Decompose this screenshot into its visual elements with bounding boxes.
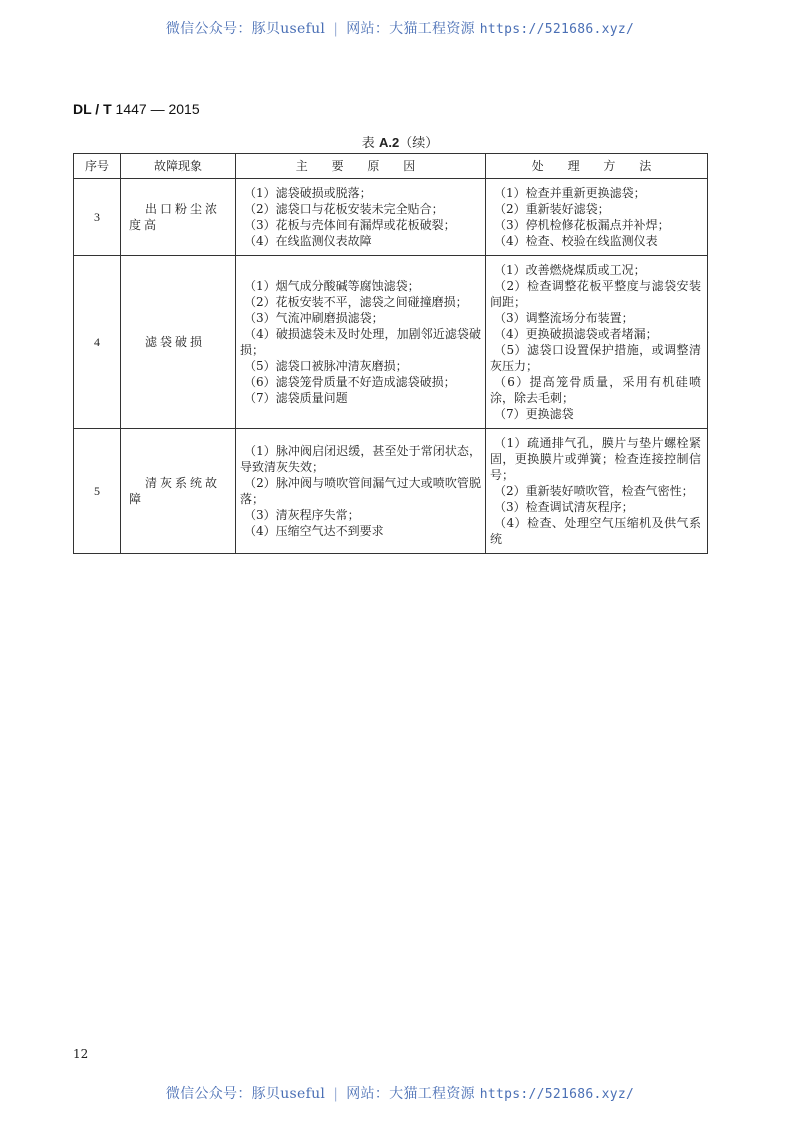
- cause-item: （3）花板与壳体间有漏焊或花板破裂；: [244, 218, 456, 232]
- cause-item: （4）破损滤袋未及时处理，加剧邻近滤袋破损；: [240, 327, 481, 357]
- treatment-methods: [486, 256, 708, 429]
- doc-code-prefix: DL / T: [73, 101, 112, 117]
- method-item: （1）检查并重新更换滤袋；: [494, 186, 646, 200]
- table-title: [0, 132, 800, 151]
- header-no: 序号: [74, 154, 121, 179]
- watermark-site: 网站：大猫工程资源: [346, 1086, 475, 1102]
- method-item: （2）重新装好滤袋；: [494, 202, 610, 216]
- method-item: （2）重新装好喷吹管，检查气密性；: [494, 484, 694, 498]
- method-item: （3）停机检修花板漏点并补焊；: [494, 218, 670, 232]
- doc-code-number: 1447 — 2015: [115, 101, 200, 117]
- fault-phenomenon: [121, 256, 236, 429]
- treatment-methods: [486, 179, 708, 256]
- row-number: 4: [74, 256, 121, 429]
- main-causes: [236, 179, 486, 256]
- cause-item: （5）滤袋口被脉冲清灰磨损；: [244, 359, 408, 373]
- treatment-methods: [486, 429, 708, 554]
- phenomenon-text: 滤袋破损: [145, 335, 206, 349]
- cause-item: （2）滤袋口与花板安装未完全贴合；: [244, 202, 444, 216]
- method-item: （3）检查调试清灰程序；: [494, 500, 634, 514]
- watermark-bottom: [0, 1083, 800, 1103]
- cause-item: （1）滤袋破损或脱落；: [244, 186, 372, 200]
- fault-phenomenon: [121, 179, 236, 256]
- cause-item: （1）烟气成分酸碱等腐蚀滤袋；: [244, 279, 420, 293]
- header-causes: 主 要 原 因: [236, 154, 486, 179]
- cause-item: （6）滤袋笼骨质量不好造成滤袋破损；: [244, 375, 456, 389]
- document-code: [73, 101, 200, 117]
- watermark-url[interactable]: https://521686.xyz/: [479, 22, 635, 37]
- watermark-url[interactable]: https://521686.xyz/: [479, 1087, 635, 1102]
- cause-item: （4）压缩空气达不到要求: [244, 524, 384, 538]
- table-title-suffix: （续）: [399, 136, 439, 151]
- fault-phenomenon: [121, 429, 236, 554]
- header-phenomenon: 故障现象: [121, 154, 236, 179]
- main-causes: [236, 429, 486, 554]
- method-item: （1）改善燃烧煤质或工况；: [494, 263, 646, 277]
- watermark-wechat: 微信公众号：豚贝useful: [165, 1086, 326, 1102]
- cause-item: （2）花板安装不平，滤袋之间碰撞磨损；: [244, 295, 468, 309]
- cause-item: （2）脉冲阀与喷吹管间漏气过大或喷吹管脱落；: [240, 476, 481, 506]
- table-header-row: [74, 154, 708, 179]
- table-row: [74, 429, 708, 554]
- watermark-top: [0, 18, 800, 38]
- method-item: （6）提高笼骨质量，采用有机硅喷涂，除去毛刺；: [490, 375, 701, 405]
- method-item: （7）更换滤袋: [494, 407, 574, 421]
- watermark-wechat: 微信公众号：豚贝useful: [165, 21, 326, 37]
- method-item: （2）检查调整花板平整度与滤袋安装间距；: [490, 279, 701, 309]
- cause-item: （7）滤袋质量问题: [244, 391, 348, 405]
- method-item: （5）滤袋口设置保护措施，或调整清灰压力；: [490, 343, 701, 373]
- method-item: （3）调整流场分布装置；: [494, 311, 634, 325]
- method-item: （1）疏通排气孔，膜片与垫片螺栓紧固，更换膜片或弹簧；检查连接控制信号；: [490, 436, 701, 482]
- page-number: 12: [73, 1047, 89, 1061]
- fault-table: [73, 153, 708, 554]
- watermark-separator: |: [333, 21, 339, 37]
- row-number: 3: [74, 179, 121, 256]
- table-row: [74, 256, 708, 429]
- cause-item: （1）脉冲阀启闭迟缓，甚至处于常闭状态，导致清灰失效；: [240, 444, 481, 474]
- row-number: 5: [74, 429, 121, 554]
- table-title-label: 表: [361, 136, 375, 151]
- table-title-number: A.2: [378, 135, 400, 150]
- table-row: [74, 179, 708, 256]
- phenomenon-text: 出口粉尘浓度高: [129, 202, 221, 232]
- cause-item: （4）在线监测仪表故障: [244, 234, 372, 248]
- watermark-site: 网站：大猫工程资源: [346, 21, 475, 37]
- method-item: （4）更换破损滤袋或者堵漏；: [494, 327, 658, 341]
- cause-item: （3）清灰程序失常；: [244, 508, 360, 522]
- method-item: （4）检查、处理空气压缩机及供气系统: [490, 516, 701, 546]
- phenomenon-text: 清灰系统故障: [129, 476, 221, 506]
- method-item: （4）检查、校验在线监测仪表: [494, 234, 658, 248]
- watermark-separator: |: [333, 1086, 339, 1102]
- cause-item: （3）气流冲刷磨损滤袋；: [244, 311, 384, 325]
- main-causes: [236, 256, 486, 429]
- header-methods: 处 理 方 法: [486, 154, 708, 179]
